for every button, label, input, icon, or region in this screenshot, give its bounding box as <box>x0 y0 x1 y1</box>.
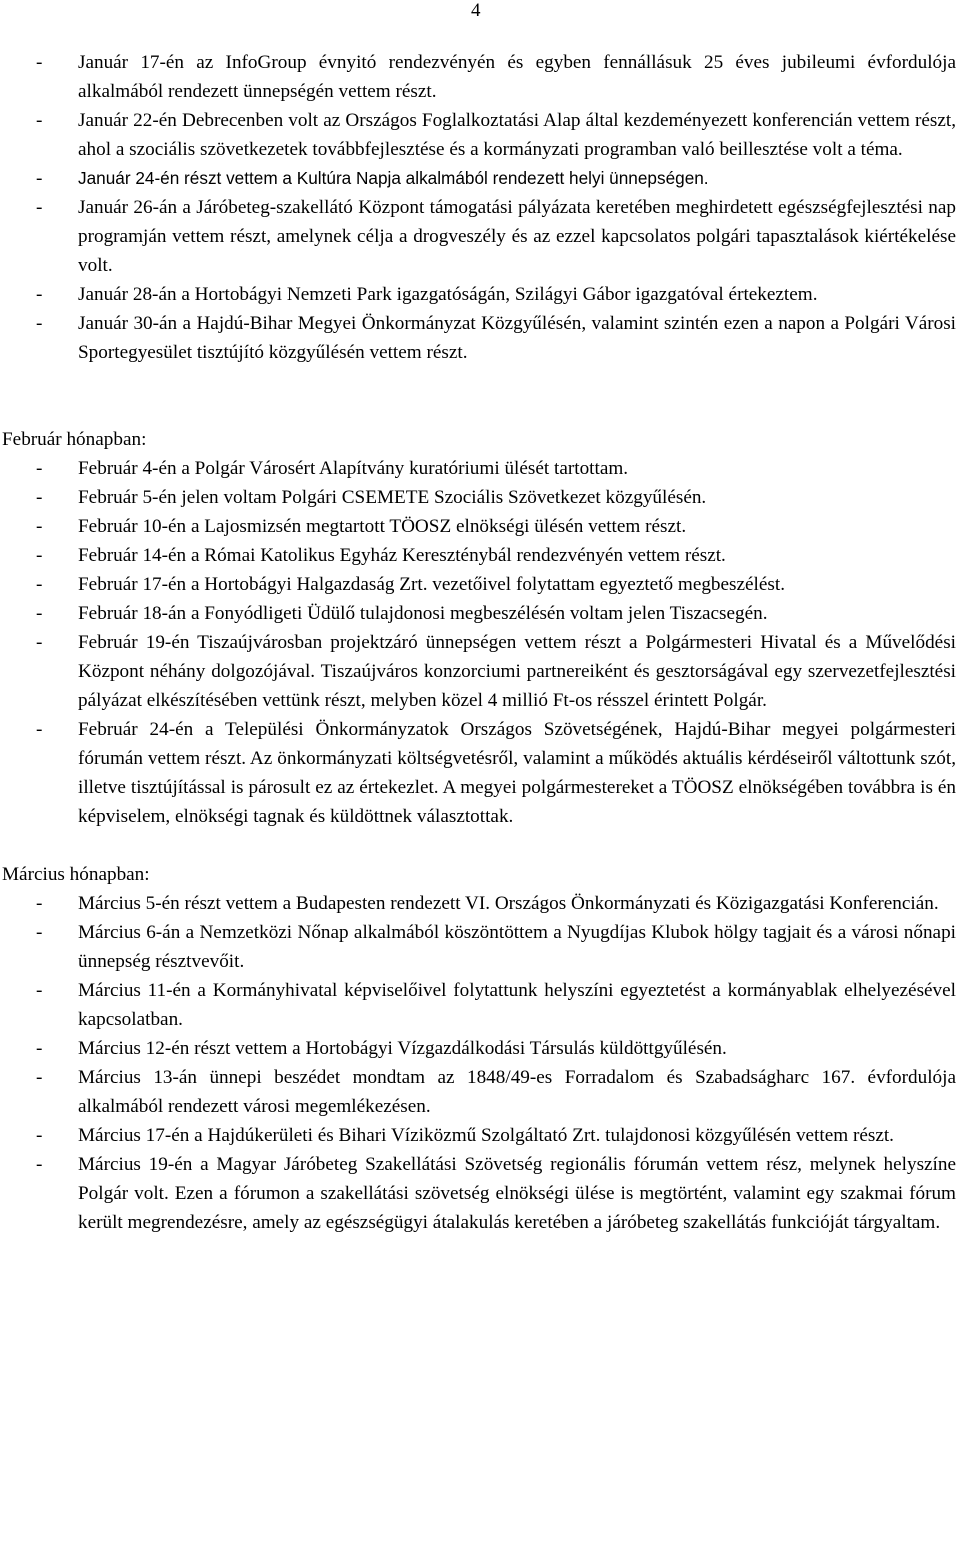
list-item-text: Március 11-én a Kormányhivatal képviselőivel folytattunk helyszíni egyeztetést a kormányablak elhelyezésével kapcsolatban. <box>78 980 956 1030</box>
list-item <box>2 483 956 512</box>
bullet-dash: - <box>36 168 43 189</box>
bullet-dash: - <box>36 1125 43 1146</box>
list-item-text: Január 26-án a Járóbeteg-szakellátó Központ támogatási pályázata keretében meghirdetett egészségfejlesztési nap programján vettem részt, amelynek célja a drogveszély és az ezzel kapcsolatos polgári tapasztalások kiértékelése volt. <box>78 197 956 276</box>
list-item <box>2 193 956 280</box>
bullet-dash: - <box>36 632 43 653</box>
bullet-dash: - <box>36 1067 43 1088</box>
list-item <box>2 976 956 1034</box>
list-item-text: Február 18-án a Fonyódligeti Üdülő tulajdonosi megbeszélésén voltam jelen Tiszacsegén. <box>78 603 768 624</box>
list-item-text: Február 24-én a Települési Önkormányzatok Országos Szövetségének, Hajdú-Bihar megyei polgármesteri fórumán vettem részt. Az önkormányzati költségvetésről, valamint a működés aktuális kérdéseiről váltottunk szót, illetve tisztújítással is párosult ez az értekezlet. A megyei polgármestereket a TÖOSZ elnökségében továbbra is én képviselem, elnökségi tagnak és küldöttnek választottak. <box>78 719 956 827</box>
page-number: 4 <box>471 0 481 21</box>
bullet-dash: - <box>36 110 43 131</box>
bullet-dash: - <box>36 545 43 566</box>
list-item-text: Március 19-én a Magyar Járóbeteg Szakellátási Szövetség regionális fórumán vettem rész, melynek helyszíne Polgár volt. Ezen a fórumon a szakellátási szövetség elnökségi ülése is megtörtént, valamint egy szakmai fórum került megrendezésre, amely az egészségügyi átalakulás keretében a járóbeteg szakellátás funkcióját tárgyaltam. <box>78 1154 956 1233</box>
bullet-dash: - <box>36 516 43 537</box>
bullet-dash: - <box>36 1038 43 1059</box>
list-item-text: Február 4-én a Polgár Városért Alapítvány kuratóriumi ülését tartottam. <box>78 458 629 479</box>
list-item-text: Január 28-án a Hortobágyi Nemzeti Park igazgatóságán, Szilágyi Gábor igazgatóval értekeztem. <box>78 284 818 305</box>
list-item <box>2 48 956 106</box>
list-item <box>2 1150 956 1237</box>
document-body <box>2 48 956 1237</box>
bullet-dash: - <box>36 313 43 334</box>
section-heading-march: Március hónapban: <box>2 864 150 885</box>
list-item <box>2 918 956 976</box>
list-item <box>2 715 956 831</box>
list-item-text: Február 5-én jelen voltam Polgári CSEMETE Szociális Szövetkezet közgyűlésén. <box>78 487 707 508</box>
list-item <box>2 1063 956 1121</box>
list-item <box>2 1121 956 1150</box>
list-item-text: Január 17-én az InfoGroup évnyitó rendezvényén és egyben fennállásuk 25 éves jubileumi évfordulója alkalmából rendezett ünnepségén vettem részt. <box>78 52 956 102</box>
bullet-dash: - <box>36 603 43 624</box>
bullet-dash: - <box>36 922 43 943</box>
list-item-text: Február 19-én Tiszaújvárosban projektzáró ünnepségen vettem részt a Polgármesteri Hivatal és a Művelődési Központ néhány dolgozójával. Tiszaújváros konzorciumi partnereiként és gesztorságával egy szervezetfejlesztési pályázat elkészítésében vettünk részt, melyben közel 4 millió Ft-os résszel érintett Polgár. <box>78 632 956 711</box>
bullet-dash: - <box>36 1154 43 1175</box>
section-heading-february: Február hónapban: <box>2 429 147 450</box>
bullet-dash: - <box>36 197 43 218</box>
list-item-text: Január 30-án a Hajdú-Bihar Megyei Önkormányzat Közgyűlésén, valamint szintén ezen a napon a Polgári Városi Sportegyesület tisztújító közgyűlésén vettem részt. <box>78 313 956 363</box>
list-item <box>2 1034 956 1063</box>
bullet-dash: - <box>36 980 43 1001</box>
list-item <box>2 280 956 309</box>
bullet-dash: - <box>36 719 43 740</box>
list-item-text: Március 17-én a Hajdúkerületi és Bihari Víziközmű Szolgáltató Zrt. tulajdonosi közgyűlésén vettem részt. <box>78 1125 894 1146</box>
list-item-text: Március 5-én részt vettem a Budapesten rendezett VI. Országos Önkormányzati és Közigazgatási Konferencián. <box>78 893 939 914</box>
list-item <box>2 599 956 628</box>
list-item-text: Február 17-én a Hortobágyi Halgazdaság Zrt. vezetőivel folytattam egyeztető megbeszélést. <box>78 574 785 595</box>
list-item <box>2 106 956 164</box>
list-item <box>2 164 956 193</box>
list-item <box>2 570 956 599</box>
bullet-dash: - <box>36 458 43 479</box>
list-item-text: Január 22-én Debrecenben volt az Országos Foglalkoztatási Alap által kezdeményezett konferencián vettem részt, ahol a szociális szövetkezetek továbbfejlesztése és a kormányzati programban való beillesztése volt a téma. <box>78 110 956 160</box>
bullet-dash: - <box>36 52 43 73</box>
list-item <box>2 512 956 541</box>
bullet-dash: - <box>36 574 43 595</box>
list-item <box>2 541 956 570</box>
list-item-text: Március 13-án ünnepi beszédet mondtam az 1848/49-es Forradalom és Szabadságharc 167. évfordulója alkalmából rendezett városi megemlékezésen. <box>78 1067 956 1117</box>
list-item-text: Március 12-én részt vettem a Hortobágyi Vízgazdálkodási Társulás küldöttgyűlésén. <box>78 1038 727 1059</box>
list-item-text: Január 24-én részt vettem a Kultúra Napja alkalmából rendezett helyi ünnepségen. <box>78 168 709 188</box>
bullet-dash: - <box>36 893 43 914</box>
list-item-text: Február 14-én a Római Katolikus Egyház Kereszténybál rendezvényén vettem részt. <box>78 545 726 566</box>
list-item-text: Március 6-án a Nemzetközi Nőnap alkalmából köszöntöttem a Nyugdíjas Klubok hölgy tagjait és a városi nőnapi ünnepség résztvevőit. <box>78 922 956 972</box>
bullet-dash: - <box>36 487 43 508</box>
list-item <box>2 309 956 367</box>
bullet-dash: - <box>36 284 43 305</box>
list-item <box>2 889 956 918</box>
list-item-text: Február 10-én a Lajosmizsén megtartott TÖOSZ elnökségi ülésén vettem részt. <box>78 516 687 537</box>
list-item <box>2 454 956 483</box>
list-item <box>2 628 956 715</box>
